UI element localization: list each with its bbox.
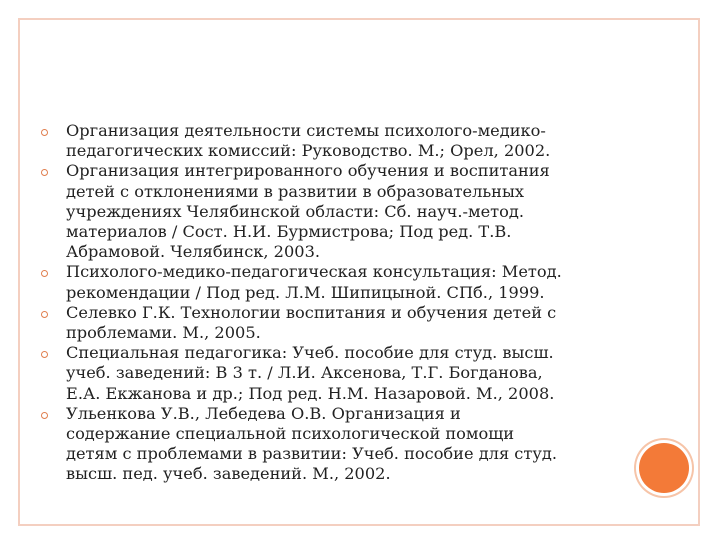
reference-item — [40, 303, 640, 343]
bullet-icon — [41, 169, 48, 176]
reference-text — [66, 404, 640, 485]
reference-item — [40, 404, 640, 485]
reference-line: детей с отклонениями в развитии в образовательных — [66, 181, 524, 201]
reference-line: учреждениях Челябинской области: Сб. науч.-метод. — [66, 201, 524, 221]
bullet-icon — [41, 270, 48, 277]
reference-text — [66, 262, 640, 302]
reference-line: высш. пед. учеб. заведений. М., 2002. — [66, 464, 391, 484]
bullet-icon — [41, 412, 48, 419]
reference-line: Организация интегрированного обучения и воспитания — [66, 161, 550, 181]
reference-line: Специальная педагогика: Учеб. пособие для студ. высш. — [66, 343, 554, 363]
reference-text — [66, 303, 640, 343]
decorative-circle-icon — [639, 443, 689, 493]
bullet-icon — [41, 311, 48, 318]
reference-line: детям с проблемами в развитии: Учеб. пособие для студ. — [66, 444, 557, 464]
reference-line: Селевко Г.К. Технологии воспитания и обучения детей с — [66, 302, 557, 322]
reference-text — [66, 121, 640, 161]
reference-line: Абрамовой. Челябинск, 2003. — [66, 242, 321, 262]
bullet-icon — [41, 351, 48, 358]
reference-item — [40, 121, 640, 161]
reference-line: Организация деятельности системы психолого-медико- — [66, 121, 546, 140]
reference-line: Психолого-медико-педагогическая консультация: Метод. — [66, 262, 562, 282]
reference-line: проблемами. М., 2005. — [66, 323, 261, 343]
reference-list — [40, 121, 640, 485]
reference-line: рекомендации / Под ред. Л.М. Шипицыной. СПб., 1999. — [66, 282, 545, 302]
reference-line: Е.А. Екжанова и др.; Под ред. Н.М. Назаровой. М., 2008. — [66, 383, 555, 403]
reference-line: учеб. заведений: В 3 т. / Л.И. Аксенова, Т.Г. Богданова, — [66, 363, 543, 383]
reference-text — [66, 161, 640, 262]
reference-item — [40, 161, 640, 262]
bullet-icon — [41, 129, 48, 136]
reference-item — [40, 262, 640, 302]
reference-line: педагогических комиссий: Руководство. М.; Орел, 2002. — [66, 141, 551, 161]
reference-item — [40, 343, 640, 404]
reference-line: Ульенкова У.В., Лебедева О.В. Организация и — [66, 403, 461, 423]
reference-text — [66, 343, 640, 404]
reference-line: содержание специальной психологической помощи — [66, 424, 515, 444]
reference-line: материалов / Сост. Н.И. Бурмистрова; Под ред. Т.В. — [66, 222, 512, 242]
